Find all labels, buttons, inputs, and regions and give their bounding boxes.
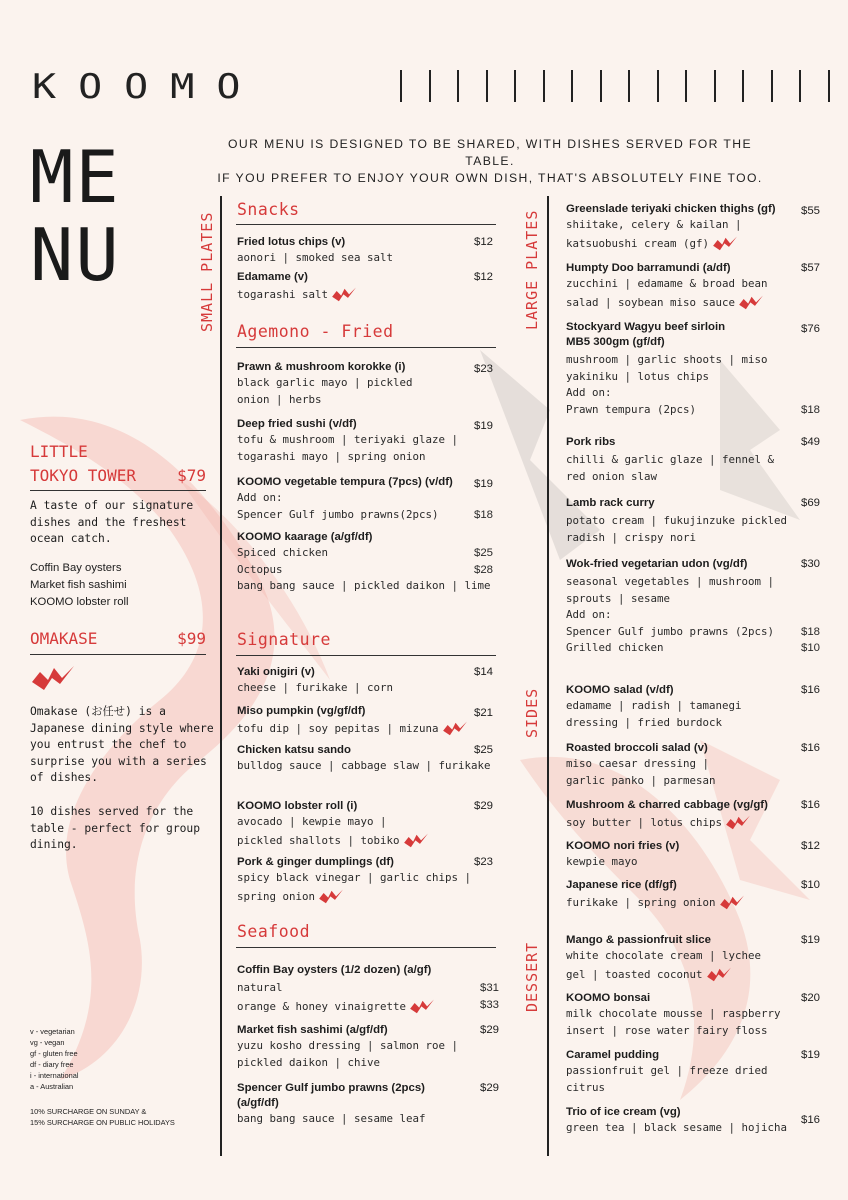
surcharge-note: 10% SURCHARGE ON SUNDAY & 15% SURCHARGE ON PUBLIC HOLIDAYS (30, 1107, 175, 1127)
menu-item: KOOMO salad (v/df) $16 edamame | radish | tamanegi dressing | fried burdock (566, 684, 820, 729)
origami-crane-icon (725, 813, 751, 833)
menu-item: Deep fried sushi (v/df) $19 tofu & mushroom | teriyaki glaze | togarashi mayo | spring onion (237, 418, 493, 463)
list-item: Coffin Bay oysters (30, 562, 122, 574)
list-item: Market fish sashimi (30, 579, 127, 591)
menu-item: Mango & passionfruit slice $19 white chocolate cream | lychee gel | toasted coconut (566, 933, 820, 985)
omakase-description: Omakase (お任せ) is a Japanese dining style where you entrust the chef to surprise you with a series of dishes. (30, 705, 214, 784)
menu-item: Greenslade teriyaki chicken thighs (gf) $55 shiitake, celery & kailan | katsuobushi cream (gf) (566, 202, 820, 254)
menu-item: KOOMO nori fries (v) $12 kewpie mayo (566, 840, 820, 868)
origami-crane-icon (738, 293, 764, 313)
omakase-description-2: 10 dishes served for the table - perfect for group dining. (30, 805, 201, 851)
menu-heading: ME NU (30, 135, 121, 297)
menu-item: KOOMO bonsai $20 milk chocolate mousse | raspberry insert | rose water fairy floss (566, 992, 820, 1037)
origami-crane-icon (712, 234, 738, 254)
brand-logo: KOOMO (32, 67, 263, 107)
menu-item: KOOMO kaarage (a/gf/df) Spiced chicken $25 Octopus $28 bang bang sauce | pickled daikon | lime (237, 531, 493, 592)
origami-crane-icon (318, 887, 344, 907)
label-large-plates: LARGE PLATES (523, 209, 541, 330)
origami-crane-icon (331, 285, 357, 305)
column-divider (220, 196, 222, 1156)
divider (236, 347, 496, 348)
section-title-snacks: Snacks (237, 200, 300, 219)
logo-row (32, 67, 822, 107)
menu-item: Miso pumpkin (vg/gf/df) $21 tofu dip | soy pepitas | mizuna (237, 704, 493, 739)
label-sides: SIDES (523, 687, 541, 738)
section-title-signature: Signature (237, 630, 331, 649)
menu-item: Roasted broccoli salad (v) $16 miso caesar dressing | garlic panko | parmesan (566, 742, 820, 787)
tower-title: LITTLE TOKYO TOWER $79 (30, 440, 206, 488)
origami-crane-icon (30, 664, 76, 694)
label-small-plates: SMALL PLATES (198, 211, 216, 332)
menu-item: Caramel pudding $19 passionfruit gel | freeze dried citrus (566, 1049, 820, 1094)
divider (236, 947, 496, 948)
divider (236, 224, 496, 225)
origami-crane-icon (409, 997, 435, 1017)
divider (30, 490, 206, 491)
menu-item: Stockyard Wagyu beef sirloin MB5 300gm (gf/df) $76 mushroom | garlic shoots | miso yakiniku | lotus chips Add on: Prawn tempura (2pcs) $18 (566, 321, 820, 416)
list-item: KOOMO lobster roll (30, 596, 129, 608)
dietary-legend: v - vegetarian vg - vegan gf - gluten free df - diary free i - international a - Australian (30, 1027, 79, 1091)
menu-item: Chicken katsu sando $25 bulldog sauce | cabbage slaw | furikake (237, 744, 493, 772)
intro-text: OUR MENU IS DESIGNED TO BE SHARED, WITH DISHES SERVED FOR THE TABLE. IF YOU PREFER TO ENJOY YOUR OWN DISH, THAT'S ABSOLUTELY FINE TOO. (217, 137, 763, 185)
origami-crane-icon (719, 893, 745, 913)
omakase-title: OMAKASE $99 (30, 629, 206, 648)
menu-item: Spencer Gulf jumbo prawns (2pcs) (a/gf/df) $29 bang bang sauce | sesame leaf (237, 1082, 499, 1125)
menu-item: KOOMO vegetable tempura (7pcs) (v/df) $19 Add on: Spencer Gulf jumbo prawns(2pcs) $18 (237, 476, 493, 521)
menu-item: Fried lotus chips (v) $12 aonori | smoked sea salt (237, 236, 493, 264)
menu-item: Japanese rice (df/gf) $10 furikake | spring onion (566, 878, 820, 913)
menu-item: Humpty Doo barramundi (a/df) $57 zucchini | edamame & broad bean salad | soybean miso sauce (566, 261, 820, 313)
menu-item: Prawn & mushroom korokke (i) $23 black garlic mayo | pickled onion | herbs (237, 361, 493, 406)
divider (30, 654, 206, 655)
menu-item: Coffin Bay oysters (1/2 dozen) (a/gf) natural $31 orange & honey vinaigrette $33 (237, 963, 499, 1017)
menu-item: Market fish sashimi (a/gf/df) $29 yuzu kosho dressing | salmon roe | pickled daikon | chive (237, 1024, 499, 1069)
menu-item: Mushroom & charred cabbage (vg/gf) $16 soy butter | lotus chips (566, 798, 820, 833)
column-divider (547, 196, 549, 1156)
logo-bars-decoration (400, 70, 830, 102)
tower-price: $79 (177, 466, 206, 485)
origami-crane-icon (706, 965, 732, 985)
section-title-agemono: Agemono - Fried (237, 322, 394, 341)
omakase-price: $99 (177, 629, 206, 648)
menu-item: Wok-fried vegetarian udon (vg/df) $30 seasonal vegetables | mushroom | sprouts | sesame Add on: Spencer Gulf jumbo prawns (2pcs) $18 Grilled chicken $10 (566, 558, 820, 654)
origami-crane-icon (442, 719, 468, 739)
menu-item: Edamame (v) $12 togarashi salt (237, 270, 493, 305)
divider (236, 655, 496, 656)
tower-items (30, 560, 210, 611)
section-title-seafood: Seafood (237, 922, 311, 941)
menu-item: Pork & ginger dumplings (df) $23 spicy black vinegar | garlic chips | spring onion (237, 855, 493, 907)
menu-item: Pork ribs $49 chilli & garlic glaze | fennel & red onion slaw (566, 436, 820, 483)
tower-description: A taste of our signature dishes and the freshest ocean catch. (30, 499, 194, 545)
menu-item: Yaki onigiri (v) $14 cheese | furikake | corn (237, 666, 493, 694)
menu-item: Trio of ice cream (vg) $16 green tea | black sesame | hojicha (566, 1106, 820, 1134)
label-dessert: DESSERT (523, 941, 541, 1012)
menu-item: KOOMO lobster roll (i) $29 avocado | kewpie mayo | pickled shallots | tobiko (237, 799, 493, 851)
menu-item: Lamb rack curry $69 potato cream | fukujinzuke pickled radish | crispy nori (566, 497, 820, 544)
origami-crane-icon (403, 831, 429, 851)
